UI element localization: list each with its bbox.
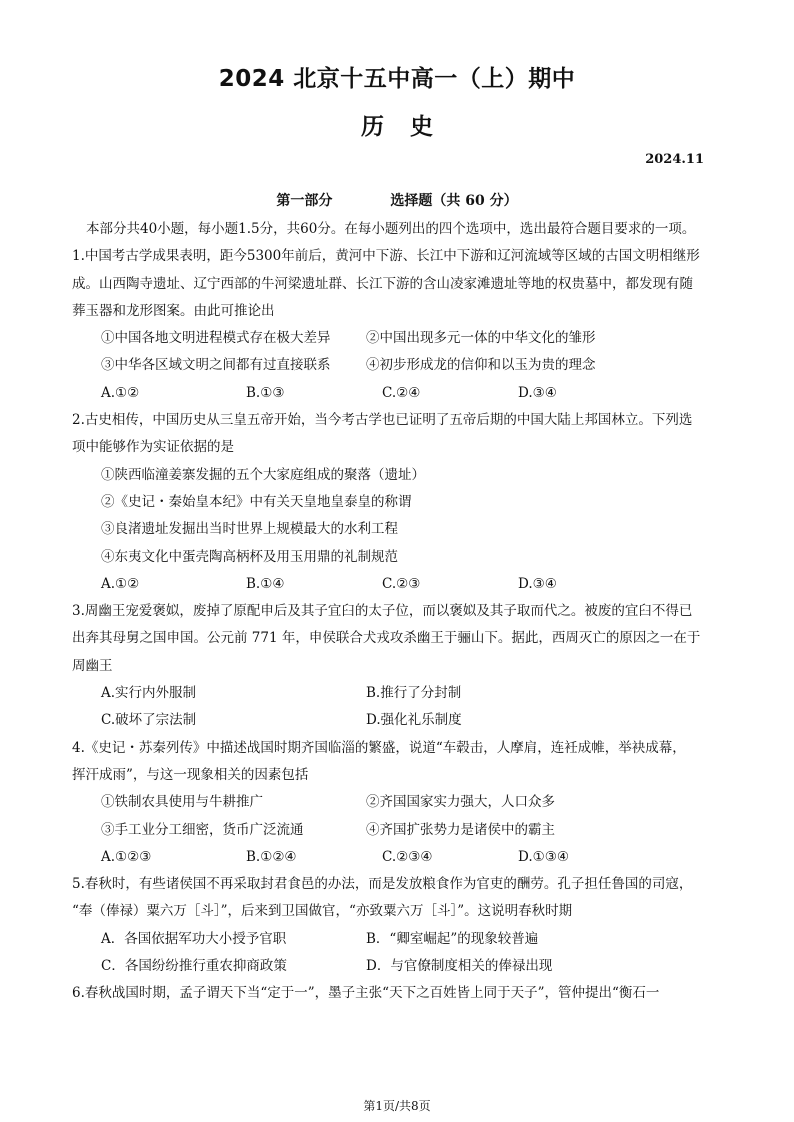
q1-option-a: A.①② [101, 384, 140, 401]
q2-options [72, 571, 712, 598]
q4-option-a: A.①②③ [101, 848, 152, 865]
q4-item-1: ①铁制农具使用与牛耕推广 [101, 794, 263, 811]
q1-stem-line-2: 成。山西陶寺遗址、辽宁西部的牛河梁遗址群、长江下游的含山凌家滩遗址等地的权贵墓中，都发现有随 [72, 275, 693, 292]
q5-options-row-1 [72, 926, 712, 953]
q5-options-row-2 [72, 953, 712, 980]
q3-stem-line-3: 周幽王 [72, 657, 113, 674]
q3-stem-line-2: 出奔其母舅之国申国。公元前 771 年，申侯联合犬戎攻杀幽王于骊山下。据此，西周灭亡的原因之一在于 [72, 630, 701, 647]
q5-option-c: C．各国纷纷推行重农抑商政策 [101, 958, 287, 975]
q4-options [72, 844, 712, 871]
page-number: 第1页/共8页 [363, 1099, 431, 1113]
section-instructions: 本部分共40小题，每小题1.5分，共60分。在每小题列出的四个选项中，选出最符合题目要求的一项。 [86, 221, 696, 237]
exam-date: 2024.11 [645, 152, 704, 167]
q4-option-b: B.①②④ [246, 848, 297, 865]
q3-option-d: D.强化礼乐制度 [366, 712, 462, 729]
q3-option-b: B.推行了分封制 [366, 685, 462, 702]
q1-item-3: ③中华各区域文明之间都有过直接联系 [101, 357, 331, 374]
q2-option-a: A.①② [101, 575, 140, 592]
q4-option-c: C.②③④ [382, 848, 433, 865]
q4-item-3: ③手工业分工细密，货币广泛流通 [101, 821, 304, 838]
q1-item-4: ④初步形成龙的信仰和以玉为贵的理念 [366, 357, 596, 374]
q1-item-1: ①中国各地文明进程模式存在极大差异 [101, 330, 331, 347]
q2-item-4: ④东夷文化中蛋壳陶高柄杯及用玉用鼎的礼制规范 [101, 548, 398, 565]
q2-option-d: D.③④ [518, 575, 557, 592]
q3-options-row-1 [72, 680, 712, 707]
q4-item-2: ②齐国国家实力强大，人口众多 [366, 794, 555, 811]
q4-items-row-1 [72, 789, 712, 816]
q5-stem-line-1: 5.春秋时，有些诸侯国不再采取封君食邑的办法，而是发放粮食作为官吏的酬劳。孔子担任鲁国的司寇， [72, 876, 693, 893]
q2-option-b: B.①④ [246, 575, 285, 592]
subject-title: 历史 [361, 114, 459, 140]
exam-title: 2024 北京十五中高一（上）期中 [218, 66, 576, 92]
q3-option-c: C.破坏了宗法制 [101, 712, 197, 729]
q6-stem-line-1: 6.春秋战国时期，孟子谓天下当“定于一”，墨子主张“天下之百姓皆上同于天子”，管仲提出“衡石一 [72, 985, 660, 1002]
q2-item-2: ②《史记・秦始皇本纪》中有关天皇地皇泰皇的称谓 [101, 493, 412, 510]
q5-option-d: D．与官僚制度相关的俸禄出现 [366, 958, 553, 975]
q2-item-1: ①陕西临潼姜寨发掘的五个大家庭组成的聚落（遗址） [101, 466, 425, 483]
q2-option-c: C.②③ [382, 575, 421, 592]
q3-options-row-2 [72, 707, 712, 734]
q3-option-a: A.实行内外服制 [101, 685, 197, 702]
q1-item-2: ②中国出现多元一体的中华文化的雏形 [366, 330, 596, 347]
q4-item-4: ④齐国扩张势力是诸侯中的霸主 [366, 821, 555, 838]
q1-items-row-2 [72, 352, 712, 379]
q5-option-b: B．“卿室崛起”的现象较普遍 [366, 930, 539, 947]
q1-options [72, 380, 712, 407]
q1-stem-line-3: 葬玉器和龙形图案。由此可推论出 [72, 302, 275, 319]
section-type: 选择题（共 60 分） [390, 193, 518, 209]
section-part: 第一部分 [276, 193, 333, 209]
question-content [72, 216, 712, 1008]
q4-items-row-2 [72, 817, 712, 844]
q2-item-3: ③良渚遗址发掘出当时世界上规模最大的水利工程 [101, 521, 398, 538]
q4-option-d: D.①③④ [518, 848, 569, 865]
q1-option-d: D.③④ [518, 384, 557, 401]
q1-option-c: C.②④ [382, 384, 421, 401]
q4-stem-line-1: 4.《史记・苏秦列传》中描述战国时期齐国临淄的繁盛，说道“车毂击，人摩肩，连衽成帷，举袂成幕， [72, 739, 686, 756]
q1-option-b: B.①③ [246, 384, 285, 401]
q2-stem-line-2: 项中能够作为实证依据的是 [72, 439, 234, 456]
q5-option-a: A．各国依据军功大小授予官职 [101, 930, 287, 947]
q1-items-row-1 [72, 325, 712, 352]
q2-stem-line-1: 2.古史相传，中国历史从三皇五帝开始，当今考古学也已证明了五帝后期的中国大陆上邦国林立。下列选 [72, 412, 693, 429]
q1-stem-line-1: 1.中国考古学成果表明，距今5300年前后，黄河中下游、长江中下游和辽河流域等区域的古国文明相继形 [72, 248, 700, 265]
q3-stem-line-1: 3.周幽王宠爱褒姒，废掉了原配申后及其子宜臼的太子位，而以褒姒及其子取而代之。被废的宜臼不得已 [72, 603, 693, 620]
q5-stem-line-2: “奉（俸禄）粟六万［斗］”，后来到卫国做官，“亦致粟六万［斗］”。这说明春秋时期 [72, 903, 573, 920]
section-heading [0, 190, 794, 210]
q4-stem-line-2: 挥汗成雨”，与这一现象相关的因素包括 [72, 766, 309, 783]
